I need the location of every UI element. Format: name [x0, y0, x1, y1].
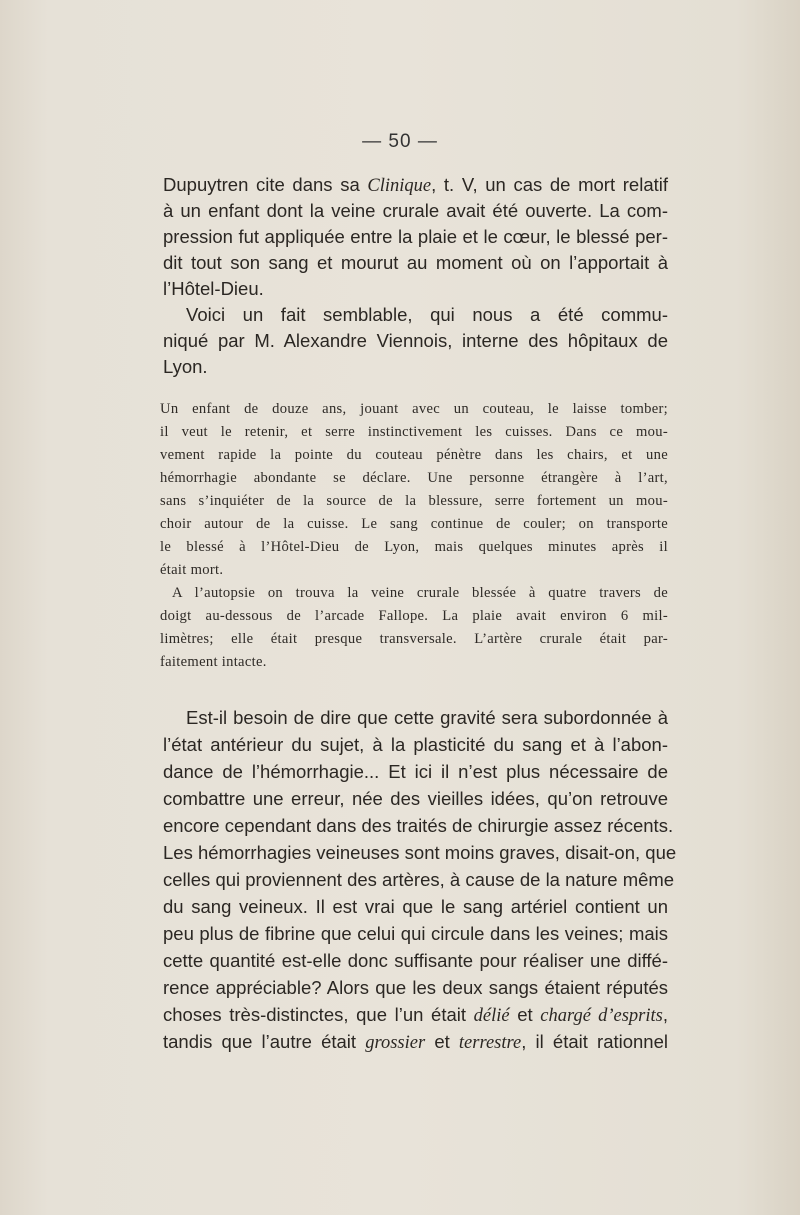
text-run: tandis que l’autre était [163, 1031, 366, 1052]
page-number: — 50 — [362, 131, 438, 152]
italic-word: terrestre [458, 1033, 522, 1053]
quote-line: il veut le retenir, et serre instinctivement les cuisses. Dans ce mou- [160, 424, 668, 440]
italic-word: grossier [365, 1033, 426, 1053]
text-line: pression fut appliquée entre la plaie et le cœur, le blessé per- [163, 226, 668, 247]
quote-line: choir autour de la cuisse. Le sang continue de couler; on transporte [160, 516, 668, 532]
text-run: Dupuytren cite dans sa [163, 174, 368, 195]
quote-line: faitement intacte. [160, 654, 267, 670]
text-line: encore cependant dans des traités de chirurgie assez récents. [163, 815, 674, 836]
text-line: Lyon. [163, 356, 208, 377]
quote-line: limètres; elle était presque transversale. L’artère crurale était par- [160, 631, 668, 647]
text-run: , il était rationnel [521, 1031, 668, 1052]
text-run: , t. V, un cas de mort relatif [431, 174, 668, 195]
text-run: et [425, 1031, 459, 1052]
text-line: combattre une erreur, née des vieilles idées, qu’on retrouve [163, 788, 668, 809]
text-line [163, 1002, 668, 1029]
italic-title: Clinique [367, 176, 432, 196]
text-line: à un enfant dont la veine crurale avait été ouverte. La com- [163, 200, 668, 221]
text-line: Est-il besoin de dire que cette gravité sera subordonnée à [186, 707, 668, 728]
text-line: niqué par M. Alexandre Viennois, interne des hôpitaux de [163, 330, 668, 351]
quote-line: Un enfant de douze ans, jouant avec un couteau, le laisse tomber; [160, 401, 668, 417]
text-line: dance de l’hémorrhagie... Et ici il n’est plus nécessaire de [163, 761, 668, 782]
text-line: Les hémorrhagies veineuses sont moins graves, disait-on, que [163, 842, 677, 863]
text-line: peu plus de fibrine que celui qui circule dans les veines; mais [163, 923, 668, 944]
text-line: rence appréciable? Alors que les deux sangs étaient réputés [163, 977, 668, 998]
text-line: l’Hôtel-Dieu. [163, 278, 264, 299]
text-line: dit tout son sang et mourut au moment où on l’apportait à [163, 252, 668, 273]
quote-line: le blessé à l’Hôtel-Dieu de Lyon, mais quelques minutes après il [160, 539, 668, 555]
quote-line: était mort. [160, 562, 224, 578]
text-line: cette quantité est-elle donc suffisante pour réaliser une diffé- [163, 950, 668, 971]
text-line: Voici un fait semblable, qui nous a été commu- [186, 304, 668, 325]
quote-line: sans s’inquiéter de la source de la blessure, serre fortement un mou- [160, 493, 668, 509]
text-run: , [662, 1004, 668, 1025]
text-line: du sang veineux. Il est vrai que le sang artériel contient un [163, 896, 668, 917]
quote-line: vement rapide la pointe du couteau pénètre dans les chairs, et une [160, 447, 668, 463]
italic-word: chargé d’esprits [540, 1006, 663, 1026]
text-line [163, 1029, 668, 1056]
text-run: et [509, 1004, 541, 1025]
text-line: celles qui proviennent des artères, à cause de la nature même [163, 869, 675, 890]
text-run: choses très-distinctes, que l’un était [163, 1004, 474, 1025]
italic-word: délié [473, 1006, 510, 1026]
text-line: l’état antérieur du sujet, à la plasticité du sang et à l’abon- [163, 734, 668, 755]
text-line [163, 172, 668, 199]
quote-line: A l’autopsie on trouva la veine crurale blessée à quatre travers de [172, 585, 668, 601]
quote-line: doigt au-dessous de l’arcade Fallope. La plaie avait environ 6 mil- [160, 608, 668, 624]
quote-line: hémorrhagie abondante se déclare. Une personne étrangère à l’art, [160, 470, 668, 486]
